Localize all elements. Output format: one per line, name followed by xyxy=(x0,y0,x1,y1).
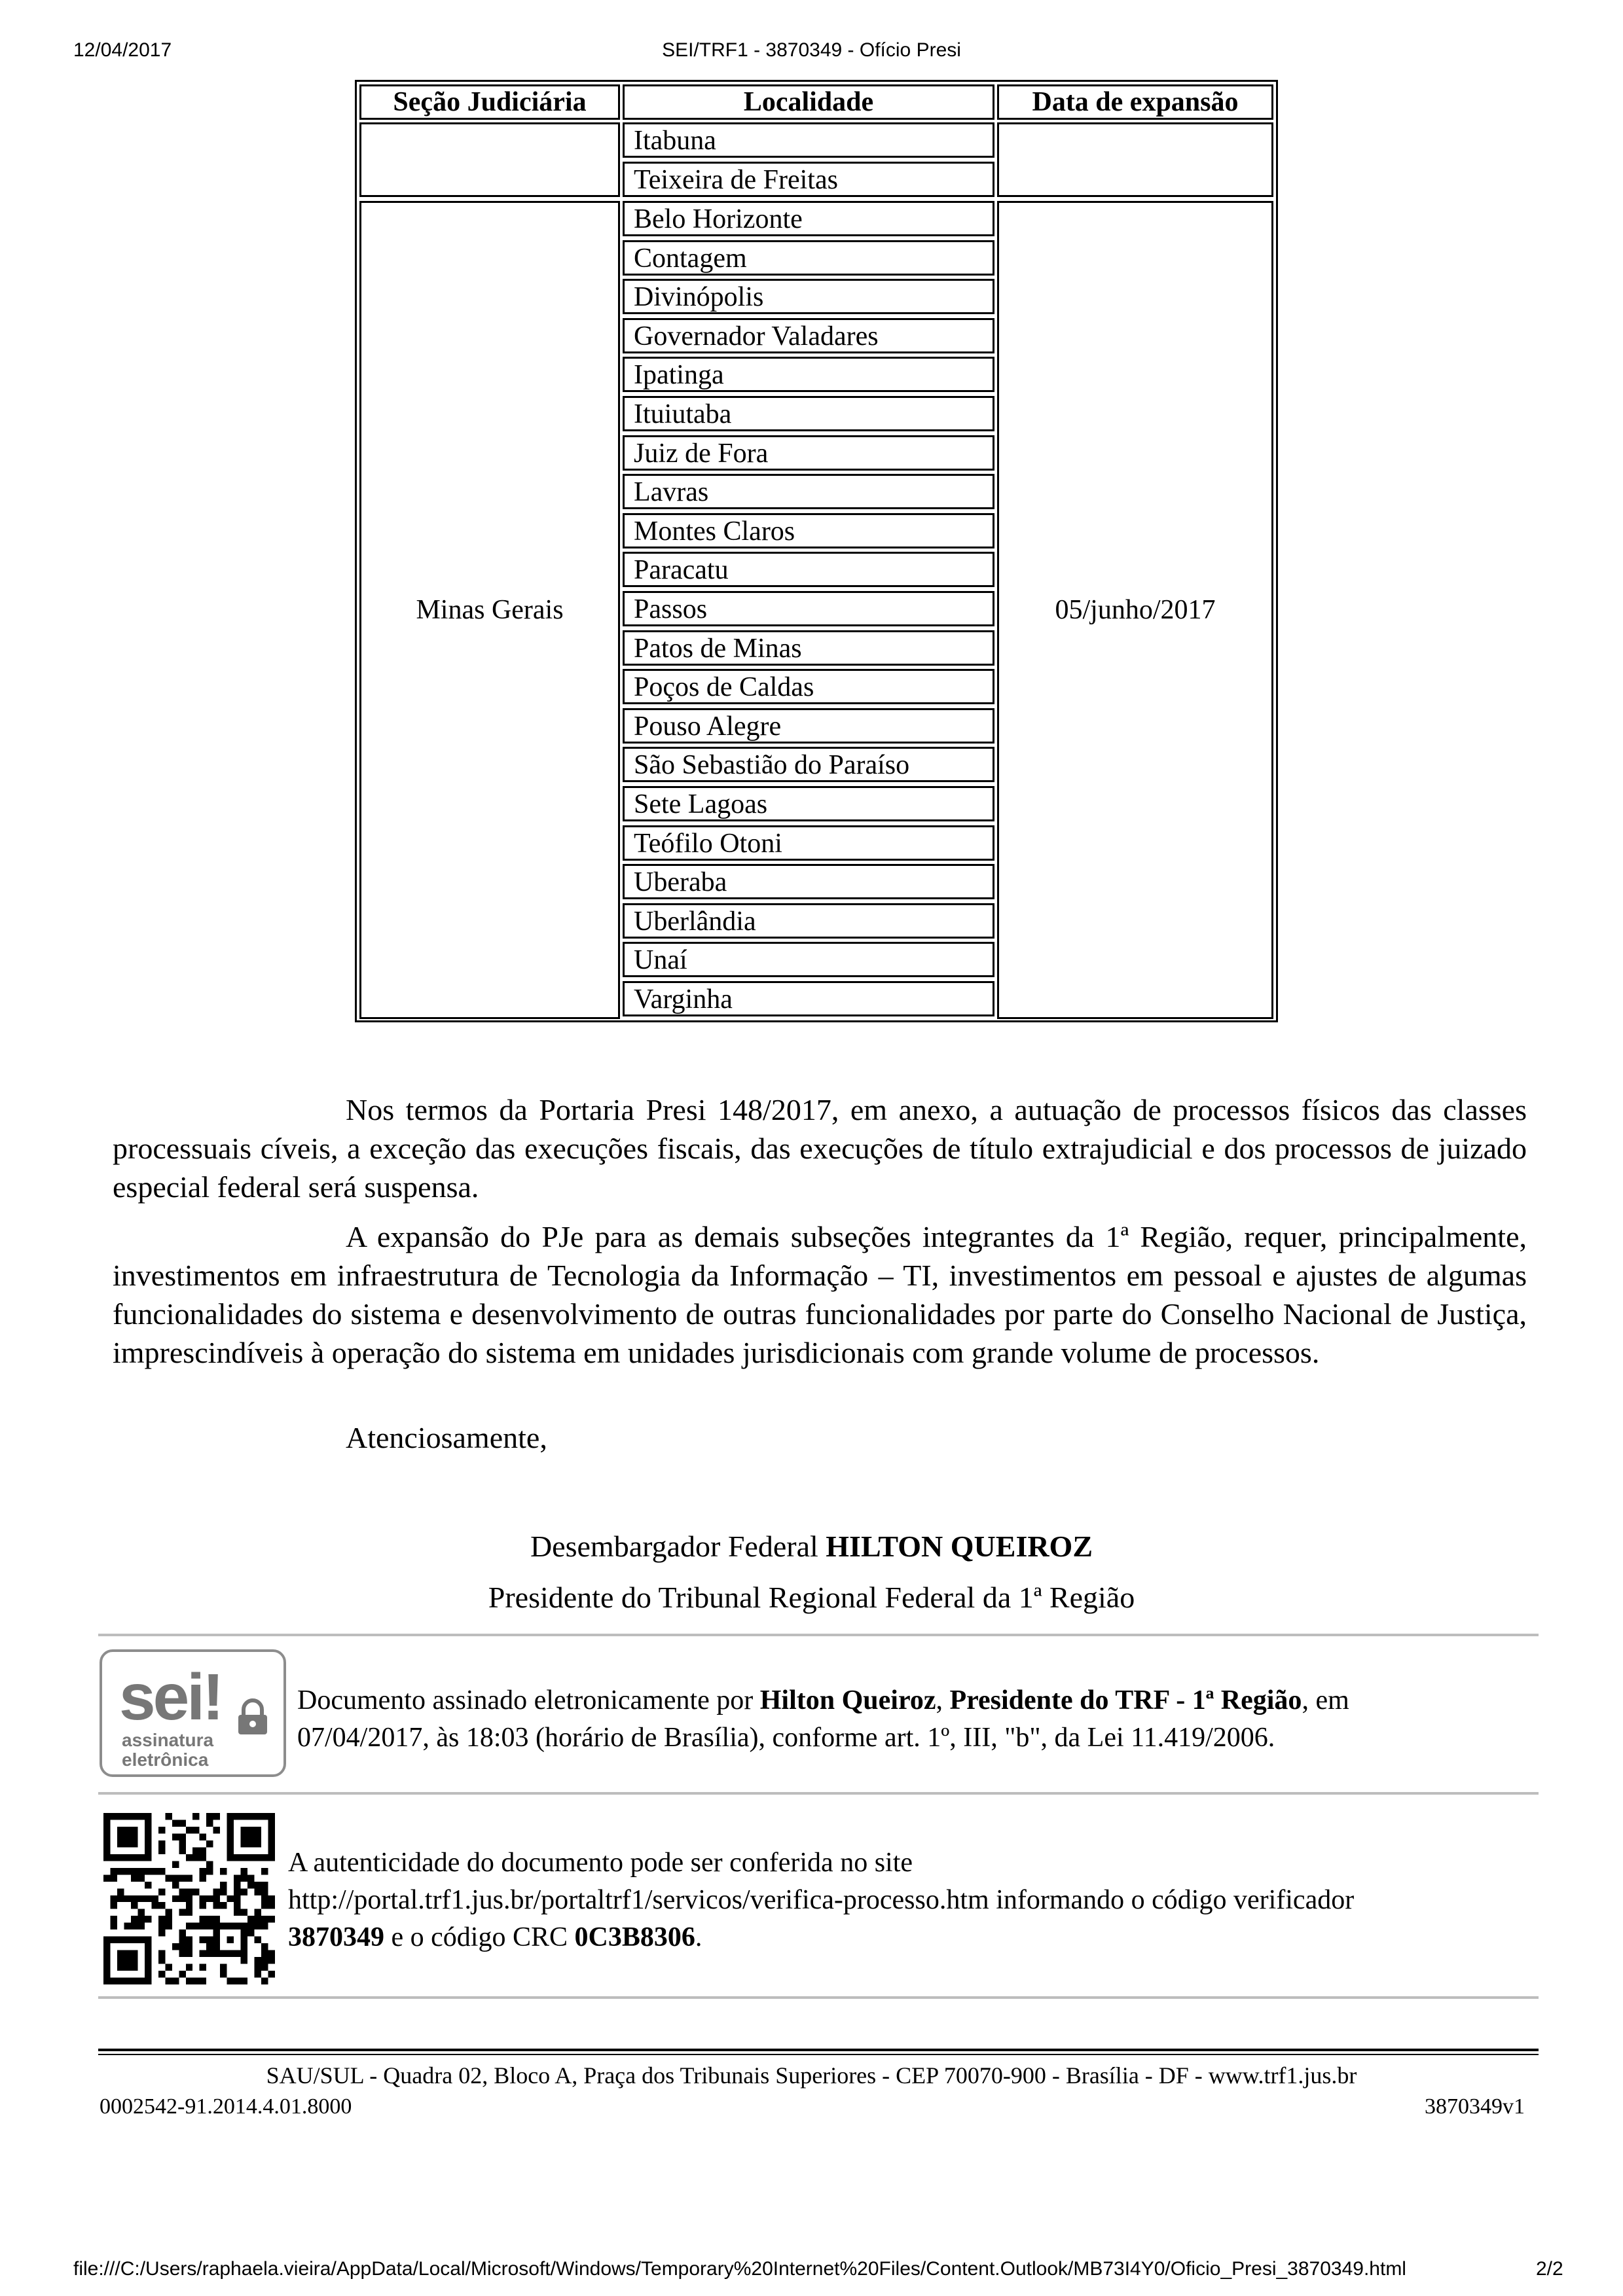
divider xyxy=(98,1996,1539,1999)
localidade-cell: Uberaba xyxy=(623,864,994,899)
data-cell-minas-gerais xyxy=(997,201,1273,1019)
signature-role: Presidente do TRF - 1ª Região xyxy=(949,1685,1302,1715)
localidade-cell: Pouso Alegre xyxy=(623,708,994,744)
verification-url[interactable]: http://portal.trf1.jus.br/portaltrf1/servicos/verifica-processo.htm informando o código verificador xyxy=(288,1885,1355,1915)
localidade-cell: Ituiutaba xyxy=(623,396,994,431)
column-header-localidade: Localidade xyxy=(623,84,994,120)
localidade-cell: Sete Lagoas xyxy=(623,786,994,821)
print-page-number: 2/2 xyxy=(1536,2258,1563,2280)
localidade-cell: Divinópolis xyxy=(623,279,994,314)
localidade-cell: São Sebastião do Paraíso xyxy=(623,747,994,782)
expansion-date: 05/junho/2017 xyxy=(1055,595,1216,625)
divider xyxy=(98,1792,1539,1795)
closing: Atenciosamente, xyxy=(346,1421,547,1454)
verification-line-3: 3870349 e o código CRC 0C3B8306. xyxy=(288,1922,702,1952)
localidade-cell: Governador Valadares xyxy=(623,318,994,353)
localidade-cell: Lavras xyxy=(623,474,994,509)
qr-code-icon xyxy=(103,1813,275,1984)
print-date: 12/04/2017 xyxy=(73,39,172,61)
localidade-cell: Uberlândia xyxy=(623,903,994,939)
print-page-title: SEI/TRF1 - 3870349 - Ofício Presi xyxy=(662,39,961,61)
column-header-data: Data de expansão xyxy=(997,84,1273,120)
localidade-cell: Juiz de Fora xyxy=(623,435,994,471)
lock-icon xyxy=(233,1698,272,1737)
localidade-cell: Montes Claros xyxy=(623,513,994,548)
sei-logo-caption: assinatura eletrônica xyxy=(122,1730,214,1770)
paragraph-expansao xyxy=(113,1217,1527,1372)
localidade-cell: Poços de Caldas xyxy=(623,669,994,704)
footer-address: SAU/SUL - Quadra 02, Bloco A, Praça dos Tribunais Superiores - CEP 70070-900 - Brasília - DF - www.trf1.jus.br xyxy=(266,2062,1357,2089)
localidade-cell: Patos de Minas xyxy=(623,630,994,666)
expansion-table xyxy=(355,80,1278,1022)
print-file-url: file:///C:/Users/raphaela.vieira/AppData/Local/Microsoft/Windows/Temporary%20Internet%20Files/Content.Outlook/MB73I4Y0/Oficio_Presi_3870349.html xyxy=(73,2258,1406,2280)
localidade-cell: Belo Horizonte xyxy=(623,201,994,236)
localidade-cell: Passos xyxy=(623,591,994,626)
footer-divider xyxy=(98,2054,1539,2055)
localidade-cell: Contagem xyxy=(623,240,994,276)
footer-process-number: 0002542-91.2014.4.01.8000 xyxy=(100,2094,352,2119)
localidade-cell: Varginha xyxy=(623,981,994,1016)
sei-logo-text: sei! xyxy=(119,1660,222,1734)
secao-cell-minas-gerais xyxy=(359,201,620,1019)
data-cell-continued xyxy=(997,122,1273,197)
paragraph-expansao-text: A expansão do PJe para as demais subseções integrantes da 1ª Região, requer, principalmente, investimentos em infraestrutura de Tecnologia da Informação – TI, investimentos em pessoal e ajustes de algumas funcionalidades do sistema e desenvolvimento de outras funcionalidades por parte do Conselho Nacional de Justiça, imprescindíveis à operação do sistema em unidades jurisdicionais com grande volume de processos. xyxy=(113,1220,1527,1369)
footer-divider xyxy=(98,2049,1539,2051)
signature-name: Hilton Queiroz xyxy=(759,1685,936,1715)
localidade-cell: Teófilo Otoni xyxy=(623,825,994,861)
localidade-cell: Itabuna xyxy=(623,122,994,158)
footer-version: 3870349v1 xyxy=(1425,2094,1525,2119)
localidade-cell: Teixeira de Freitas xyxy=(623,162,994,197)
signer-prefix: Desembargador Federal xyxy=(530,1530,818,1563)
signer-role: Presidente do Tribunal Regional Federal da 1ª Região xyxy=(488,1581,1135,1614)
localidade-cell: Unaí xyxy=(623,942,994,977)
paragraph-portaria-text: Nos termos da Portaria Presi 148/2017, em anexo, a autuação de processos físicos das classes processuais cíveis, a exceção das execuções fiscais, das execuções de título extrajudicial e dos processos de juizado especial federal será suspensa. xyxy=(113,1093,1527,1204)
secao-cell-continued xyxy=(359,122,620,197)
verification-line-1: A autenticidade do documento pode ser conferida no site xyxy=(288,1848,913,1878)
signer-name: HILTON QUEIROZ xyxy=(826,1530,1093,1563)
signature-line-2: 07/04/2017, às 18:03 (horário de Brasília), conforme art. 1º, III, "b", da Lei 11.419/2006. xyxy=(297,1723,1275,1753)
localidade-cell: Ipatinga xyxy=(623,357,994,392)
secao-name: Minas Gerais xyxy=(416,595,564,625)
column-header-secao: Seção Judiciária xyxy=(359,84,620,120)
signature-line-1: Documento assinado eletronicamente por Hilton Queiroz, Presidente do TRF - 1ª Região, em xyxy=(297,1685,1349,1715)
verification-code: 3870349 xyxy=(288,1922,384,1952)
divider xyxy=(98,1634,1539,1636)
paragraph-portaria xyxy=(113,1090,1527,1206)
sei-signature-logo xyxy=(100,1649,286,1777)
verification-crc: 0C3B8306 xyxy=(574,1922,695,1952)
signer-line xyxy=(0,1529,1623,1564)
localidade-cell: Paracatu xyxy=(623,552,994,587)
